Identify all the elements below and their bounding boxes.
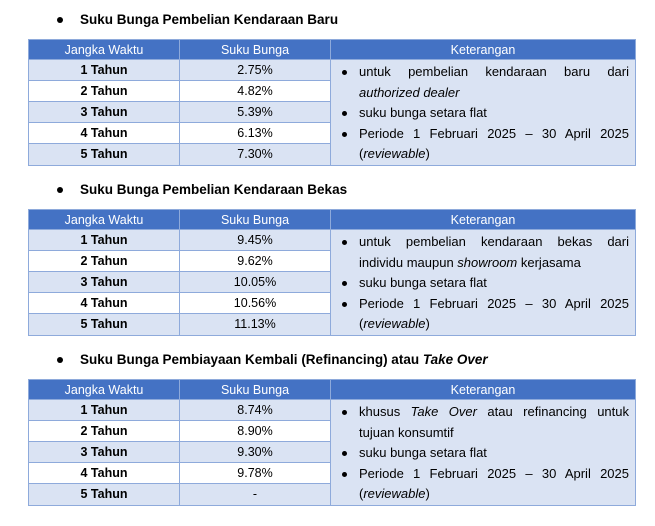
term-cell: 2 Tahun <box>29 251 180 272</box>
note-item: Periode 1 Februari 2025 – 30 April 2025 (reviewable) <box>335 464 629 505</box>
notes-cell <box>331 400 636 506</box>
term-cell: 3 Tahun <box>29 272 180 293</box>
rate-cell: 10.05% <box>180 272 331 293</box>
header-notes: Keterangan <box>331 380 636 400</box>
term-cell: 5 Tahun <box>29 484 180 505</box>
table-header-row <box>29 40 636 60</box>
section-title: Suku Bunga Pembiayaan Kembali (Refinancing) atau Take Over <box>80 352 488 367</box>
header-notes: Keterangan <box>331 40 636 60</box>
header-notes: Keterangan <box>331 210 636 230</box>
rate-cell: 10.56% <box>180 293 331 314</box>
term-cell: 4 Tahun <box>29 463 180 484</box>
header-rate: Suku Bunga <box>180 380 331 400</box>
rate-cell: 9.62% <box>180 251 331 272</box>
bullet-icon <box>57 17 63 23</box>
note-item: khusus Take Over atau refinancing untuk tujuan konsumtif <box>335 402 629 443</box>
term-cell: 3 Tahun <box>29 102 180 123</box>
rate-table <box>28 39 636 166</box>
header-term: Jangka Waktu <box>29 40 180 60</box>
rate-table <box>28 379 636 506</box>
table-header-row <box>29 210 636 230</box>
note-item: suku bunga setara flat <box>335 443 629 464</box>
table-row <box>29 400 636 421</box>
section-title: Suku Bunga Pembelian Kendaraan Bekas <box>80 182 348 197</box>
term-cell: 1 Tahun <box>29 230 180 251</box>
term-cell: 1 Tahun <box>29 60 180 81</box>
rate-cell: 8.90% <box>180 421 331 442</box>
bullet-icon <box>57 187 63 193</box>
notes-cell <box>331 230 636 336</box>
term-cell: 2 Tahun <box>29 421 180 442</box>
table-row <box>29 230 636 251</box>
rate-table <box>28 209 636 336</box>
rate-cell: 9.78% <box>180 463 331 484</box>
notes-cell <box>331 60 636 166</box>
note-item: untuk pembelian kendaraan bekas dari individu maupun showroom kerjasama <box>335 232 629 273</box>
rate-cell: 4.82% <box>180 81 331 102</box>
term-cell: 4 Tahun <box>29 293 180 314</box>
term-cell: 4 Tahun <box>29 123 180 144</box>
rate-cell: 6.13% <box>180 123 331 144</box>
table-header-row <box>29 380 636 400</box>
note-item: suku bunga setara flat <box>335 273 629 294</box>
bullet-icon <box>57 357 63 363</box>
rate-cell: 9.30% <box>180 442 331 463</box>
note-item: suku bunga setara flat <box>335 103 629 124</box>
term-cell: 3 Tahun <box>29 442 180 463</box>
section-title: Suku Bunga Pembelian Kendaraan Baru <box>80 12 339 27</box>
rate-cell: 9.45% <box>180 230 331 251</box>
header-term: Jangka Waktu <box>29 210 180 230</box>
rate-cell: 5.39% <box>180 102 331 123</box>
rate-cell: 11.13% <box>180 314 331 335</box>
term-cell: 1 Tahun <box>29 400 180 421</box>
header-rate: Suku Bunga <box>180 40 331 60</box>
table-row <box>29 60 636 81</box>
term-cell: 5 Tahun <box>29 144 180 165</box>
note-item: untuk pembelian kendaraan baru dari authorized dealer <box>335 62 629 103</box>
header-rate: Suku Bunga <box>180 210 331 230</box>
rate-cell: 2.75% <box>180 60 331 81</box>
term-cell: 2 Tahun <box>29 81 180 102</box>
rate-cell: - <box>180 484 331 505</box>
note-item: Periode 1 Februari 2025 – 30 April 2025 (reviewable) <box>335 294 629 335</box>
rate-cell: 8.74% <box>180 400 331 421</box>
term-cell: 5 Tahun <box>29 314 180 335</box>
rate-cell: 7.30% <box>180 144 331 165</box>
header-term: Jangka Waktu <box>29 380 180 400</box>
note-item: Periode 1 Februari 2025 – 30 April 2025 (reviewable) <box>335 124 629 165</box>
